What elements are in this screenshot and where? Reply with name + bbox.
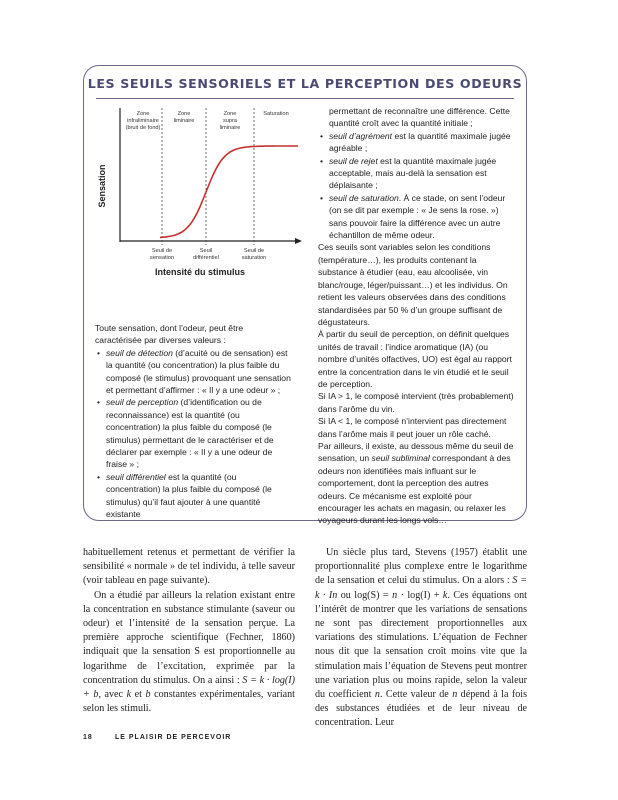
body-paragraph: On a étudié par ailleurs la relation existant entre la concentration en substance stimulante (saveur ou odeur) et l’intensité de la sensation perçue. La première approche scientifique (Fechner, 1860) indiquait que la sensation S est proportionnelle au logarithme de l’excitation, exprimée par la concentration du stimulus. On a ainsi : S = k · log(I) + b, avec k et b constantes expérimentales, variant selon les stimuli. <box>83 589 296 715</box>
threshold-label: Seuil <box>199 248 213 254</box>
box-paragraph: Si IA < 1, le composé n’intervient pas directement dans l’arôme mais il peut jouer un rôle caché. <box>318 416 507 439</box>
threshold-label: Seuil de <box>243 248 265 254</box>
box-paragraph: Si IA > 1, le composé intervient (très probablement) dans l’arôme du vin. <box>318 391 514 414</box>
zone-label: Zone <box>136 111 150 117</box>
info-box <box>83 65 527 526</box>
zone-label: liminaire <box>219 125 241 131</box>
box-paragraph: À partir du seuil de perception, on définit quelques unités de travail : l’indice aromatique (IA) (ou nombre d’unités olfactives, UO) est égal au rapport entre la concentration dans le vin étudié et le seuil de perception. <box>318 329 512 389</box>
chart-xlabel: Intensité du stimulus <box>154 267 246 277</box>
zone-label: infraliminaire <box>127 118 159 124</box>
page-number: 18 <box>83 734 93 741</box>
list-item: • seuil d’agrément est la quantité maximale jugée agréable ; <box>318 130 516 155</box>
body-paragraph: Un siècle plus tard, Stevens (1957) établit une proportionnalité plus complexe entre le logarithme de la sensation et celui du stimulus. On a alors : S = k · In ou log(S) = n · log(I) + k. Ces équations ont l’intérêt de montrer que les variations de sensations ne sont pas directement proportionnelles aux variations des stimulations. L’équation de Fechner nous dit que la sensation croît moins vite que la stimulation mais l’équation de Stevens peut montrer une variation plus ou moins rapide, selon la valeur du coefficient n. Cette valeur de n dépend à la fois des substances étudiées et de leur niveau de concentration. Leur <box>315 547 527 729</box>
list-item: • seuil différentiel est la quantité (ou concentration) la plus faible du composé (le stimulus) qu’il faut ajouter à une quantité existante <box>95 471 291 521</box>
zone-label: supra <box>223 118 237 124</box>
list-item: • seuil de rejet est la quantité maximale jugée acceptable, mais au-delà la sensation est déplaisante ; <box>318 155 516 192</box>
body-paragraph: habituellement retenus et permettant de vérifier la sensibilité « normale » de tel individu, à telle saveur (voir tableau en page suivante). <box>83 547 295 587</box>
list-item: • seuil de saturation. À ce stade, on sent l’odeur (on se dit par exemple : « Je sens la rose. ») sans pouvoir faire la différence avec un autre échantillon de même odeur. <box>318 192 516 242</box>
sensation-curve <box>160 146 298 237</box>
chart-ylabel: Sensation <box>97 164 107 208</box>
threshold-label: sensation <box>150 255 174 261</box>
box-title-rule <box>96 98 514 99</box>
box-paragraph: Ces seuils sont variables selon les conditions (température…), les produits contenant la substance à étudier (eau, eau alcoolisée, vin blanc/rouge, léger/puissant…) et les individus. On retient les valeurs observées dans des conditions standardisées par 50 % d’un groupe suffisant de dégustateurs. <box>318 242 508 327</box>
list-item: • seuil de perception (d’identification ou de reconnaissance) est la quantité (ou concentration) la plus faible du composé (le stimulus) permettant de le caractériser et de déclarer par exemple : « Il y a une odeur de fraise » ; <box>95 396 291 470</box>
threshold-label: saturation <box>241 255 267 261</box>
threshold-label: Seuil de <box>151 248 173 254</box>
box-right-text <box>318 105 516 527</box>
box-paragraph: Par ailleurs, il existe, au dessous même du seuil de sensation, un seuil subliminal correspondant à des odeurs non identifiées mais influant sur le comportement, dont la perception des autres odeurs. Ce mécanisme est exploité pour encourager les achats en magasin, ou relaxer les voyageurs durant les longs vols… <box>318 440 514 526</box>
zone-label: Zone <box>223 111 237 117</box>
box-title: LES SEUILS SENSORIELS ET LA PERCEPTION DES ODEURS <box>87 76 523 91</box>
zone-label: Zone <box>177 111 191 117</box>
x-axis-arrow <box>295 238 302 244</box>
zone-label: (bruit de fond) <box>125 125 161 131</box>
zone-label: Saturation <box>263 111 289 117</box>
running-title: LE PLAISIR DE PERCEVOIR <box>115 734 232 741</box>
box-intro: Toute sensation, dont l’odeur, peut être caractérisée par diverses valeurs : <box>95 323 244 346</box>
sigmoid-chart <box>92 104 308 284</box>
zone-label: liminaire <box>173 118 195 124</box>
box-left-text <box>95 322 291 521</box>
list-item: • seuil de détection (d’acuité ou de sensation) est la quantité (ou concentration) la plus faible du composé (le stimulus) provoquant une sensation et permettant d’affirmer : « Il y a une odeur » ; <box>95 347 291 397</box>
threshold-label: différentiel <box>193 255 219 261</box>
body-right-column <box>315 546 527 731</box>
box-right-continuation: permettant de reconnaître une différence. Cette quantité croît avec la quantité initiale ; <box>329 106 510 129</box>
body-left-column <box>83 546 295 716</box>
